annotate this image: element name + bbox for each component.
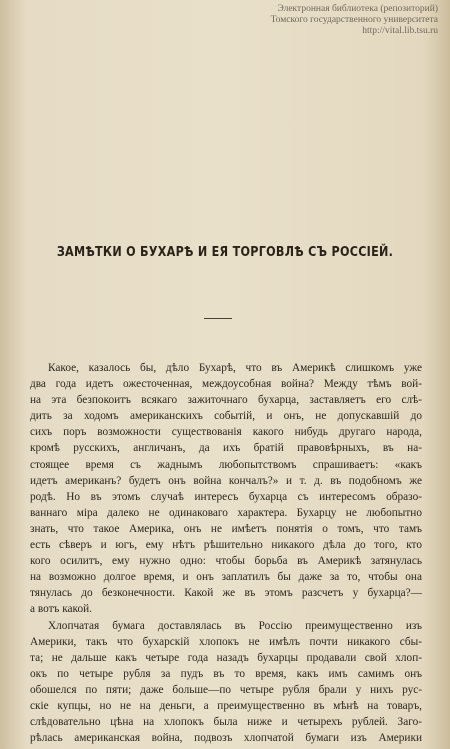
text-line: знать, что такое Америка, онъ не имѣетъ понятія о томъ, что тамъ [30, 522, 422, 535]
text-line: стоящее время съ жаднымъ любопытствомъ спрашиваетъ: «какъ [30, 458, 422, 471]
stamp-line-2: Томского государственного университета [270, 15, 438, 25]
text-line: Америки, такъ что бухарскій хлопокъ не имѣлъ почти никакого сбы- [30, 635, 422, 648]
text-line: кромѣ русскихъ, англичанъ, да ихъ братій правовѣрныхъ, въ на- [30, 442, 422, 455]
text-line: кого осилитъ, ему нужно одно: чтобы борьба въ Америкѣ затянулась [30, 555, 422, 568]
text-line: скіе купцы, но не на деньги, а преимущественно въ мѣнѣ на товаръ, [30, 699, 422, 712]
text-line: родѣ. Но въ этомъ случаѣ интересъ бухарца съ интересомъ образо- [30, 490, 422, 503]
text-line: дить за ходомъ американскихъ событій, и онъ, не допускавшій до [30, 410, 422, 423]
article-body [30, 360, 422, 746]
stamp-line-1: Электронная библиотека (репозиторий) [277, 4, 438, 14]
title-divider [204, 318, 232, 319]
text-line: слѣдовательно цѣна на хлопокъ была ниже и четырехъ рублей. Заго- [30, 716, 422, 729]
text-line: идетъ американъ? будетъ онъ война кончалъ?» и т. д. въ подобномъ же [30, 474, 422, 487]
paragraph-2 [30, 618, 422, 747]
text-line: обошелся по пяти; даже больше—по четыре рубля брали у нихъ рус- [30, 683, 422, 696]
stamp-url[interactable]: http://vital.lib.tsu.ru [362, 26, 438, 36]
text-line: Какое, казалось бы, дѣло Бухарѣ, что въ Америкѣ слишкомъ уже [48, 362, 422, 374]
text-line: ваннаго міра далеко не одинаковаго характера. Бухарцу не любопытно [30, 506, 422, 519]
text-line: та; не дальше какъ четыре года назадъ бухарцы продавали свой хлоп- [30, 651, 422, 664]
text-line: рѣлась американская война, подвозъ хлопчатой бумаги изъ Америки [30, 732, 422, 745]
text-line: на эта безпокоитъ всякаго зажиточнаго бухарца, заставляетъ его слѣ- [30, 394, 422, 407]
text-line: два года идетъ ожесточенная, междоусобная война? Между тѣмъ вой- [30, 378, 422, 391]
text-line: на возможно долгое время, и онъ заплатилъ бы даже за то, чтобы она [30, 571, 422, 584]
text-line: сихъ поръ возможности существованія какого нибудь другаго народа, [30, 426, 422, 439]
paragraph-1 [30, 360, 422, 618]
article-title: ЗАМѢТКИ О БУХАРѢ И ЕЯ ТОРГОВЛѢ СЪ РОССІЕЙ. [56, 244, 394, 260]
text-line: а вотъ какой. [30, 603, 92, 616]
text-line: тянулась до безконечности. Какой же въ этомъ разсчетъ у бухарца?— [30, 587, 422, 600]
text-line: Хлопчатая бумага доставлялась въ Россію преимущественно изъ [48, 619, 422, 632]
text-line: окъ по четыре рубля за пудъ въ то время, какъ имъ самимъ онъ [30, 667, 422, 680]
text-line: есть сѣверъ и югъ, ему нѣтъ рѣшительно никакого дѣла до того, кто [30, 539, 422, 552]
library-stamp [248, 4, 438, 37]
